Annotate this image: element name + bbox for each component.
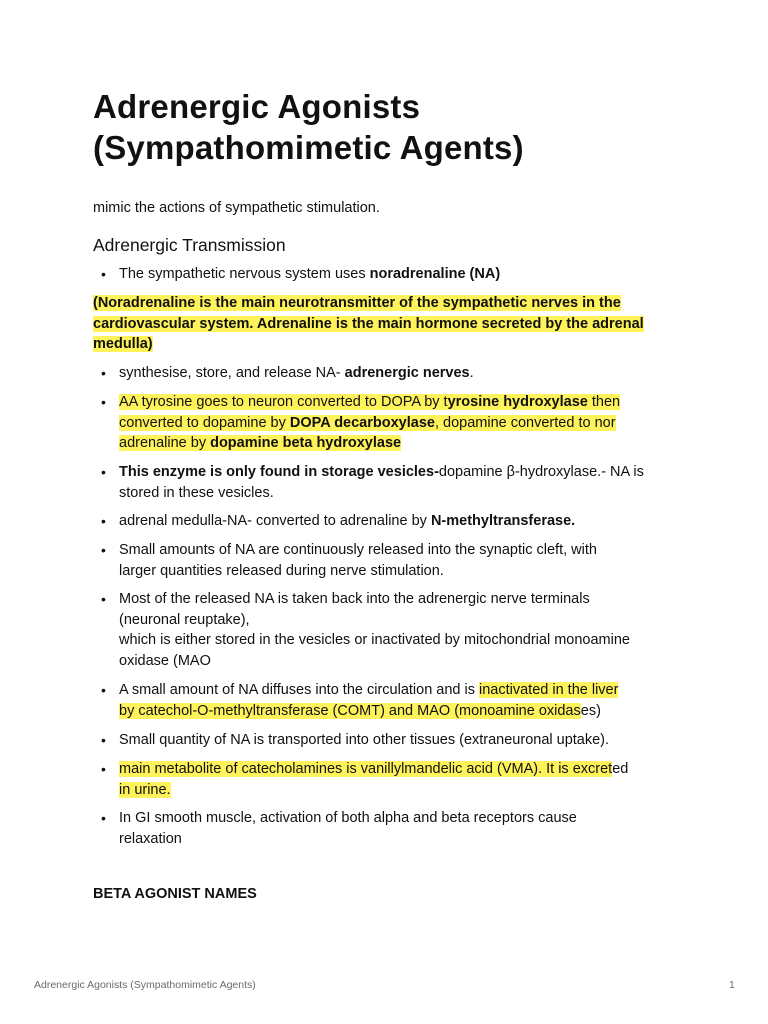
bullet-icon: •: [101, 732, 106, 748]
item-text: converted to dopamine by: [119, 414, 290, 431]
bullet-icon: •: [101, 542, 106, 558]
item-text: relaxation: [119, 830, 182, 847]
item-text: , dopamine converted to nor: [434, 414, 616, 431]
item-text: adrenal medulla-NA- converted to adrenaline by: [119, 513, 431, 529]
item-bold-text: adrenergic nerves: [344, 365, 470, 381]
note-line-1: (Noradrenaline is the main neurotransmitter of the sympathetic nerves in the: [93, 295, 621, 311]
intro-text: mimic the actions of sympathetic stimulation.: [93, 200, 380, 216]
note-line-3: medulla): [93, 336, 153, 353]
item-text: AA tyrosine goes to neuron converted to DOPA by t: [119, 394, 448, 410]
item-highlight-text: in urine.: [119, 781, 171, 798]
item-highlight-text: by catechol-O-methyltransferase (COMT) and MAO (monoamine oxidas: [119, 702, 581, 719]
item-text: which is either stored in the vesicles or inactivated by mitochondrial monoamine: [119, 632, 630, 649]
bullet-icon: •: [101, 761, 106, 777]
bullet-icon: •: [101, 266, 106, 282]
item-text: oxidase (MAO: [119, 652, 211, 669]
item-text: Small amounts of NA are continuously released into the synaptic cleft, with: [119, 542, 597, 558]
item-text: adrenaline by: [119, 435, 211, 452]
item-text: ed: [612, 761, 629, 777]
item-text: Small quantity of NA is transported into other tissues (extraneuronal uptake).: [119, 732, 610, 748]
section-heading: Adrenergic Transmission: [93, 235, 286, 255]
item-bold-text: yrosine hydroxylase: [447, 394, 588, 410]
item-text: dopamine β-hydroxylase.- NA is: [438, 464, 644, 480]
bullet-icon: •: [101, 365, 106, 381]
bullet-icon: •: [101, 464, 106, 480]
page-title: [93, 86, 693, 168]
item-highlight-text: main metabolite of catecholamines is vanillylmandelic acid (VMA). It is excret: [119, 761, 613, 777]
title-line-1: Adrenergic Agonists: [93, 88, 421, 125]
item-bold-text: DOPA decarboxylase: [289, 414, 435, 431]
item-bold-text: N-methyltransferase.: [430, 513, 576, 529]
bullet-icon: •: [101, 810, 106, 826]
bullet-icon: •: [101, 513, 106, 529]
item-text-end: .: [469, 365, 474, 381]
item-text: A small amount of NA diffuses into the circulation and is: [119, 682, 480, 698]
title-line-2: (Sympathomimetic Agents): [93, 129, 524, 166]
bullet-icon: •: [101, 394, 106, 410]
item-bold-text: noradrenaline (NA): [369, 266, 501, 282]
item-text: In GI smooth muscle, activation of both alpha and beta receptors cause: [119, 810, 577, 826]
item-text: stored in these vesicles.: [119, 484, 274, 501]
item-text: then: [587, 394, 621, 410]
item-bold-text: dopamine beta hydroxylase: [210, 435, 402, 452]
note-line-2: cardiovascular system. Adrenaline is the main hormone secreted by the adrenal: [93, 315, 644, 332]
highlighted-note: [93, 293, 678, 355]
item-text: The sympathetic nervous system uses: [119, 266, 370, 282]
item-text: synthesise, store, and release NA-: [119, 365, 345, 381]
bullet-icon: •: [101, 591, 106, 607]
beta-agonist-heading: BETA AGONIST NAMES: [93, 886, 257, 902]
page-footer: Adrenergic Agonists (Sympathomimetic Agents): [34, 979, 256, 991]
item-text: larger quantities released during nerve stimulation.: [119, 562, 444, 579]
item-text: es): [580, 702, 601, 719]
page-number: 1: [729, 979, 735, 991]
item-highlight-text: inactivated in the liver: [479, 682, 619, 698]
item-text: Most of the released NA is taken back into the adrenergic nerve terminals: [119, 591, 590, 607]
item-text: (neuronal reuptake),: [119, 611, 250, 628]
item-bold-text: This enzyme is only found in storage vesicles-: [119, 464, 439, 480]
bullet-icon: •: [101, 682, 106, 698]
